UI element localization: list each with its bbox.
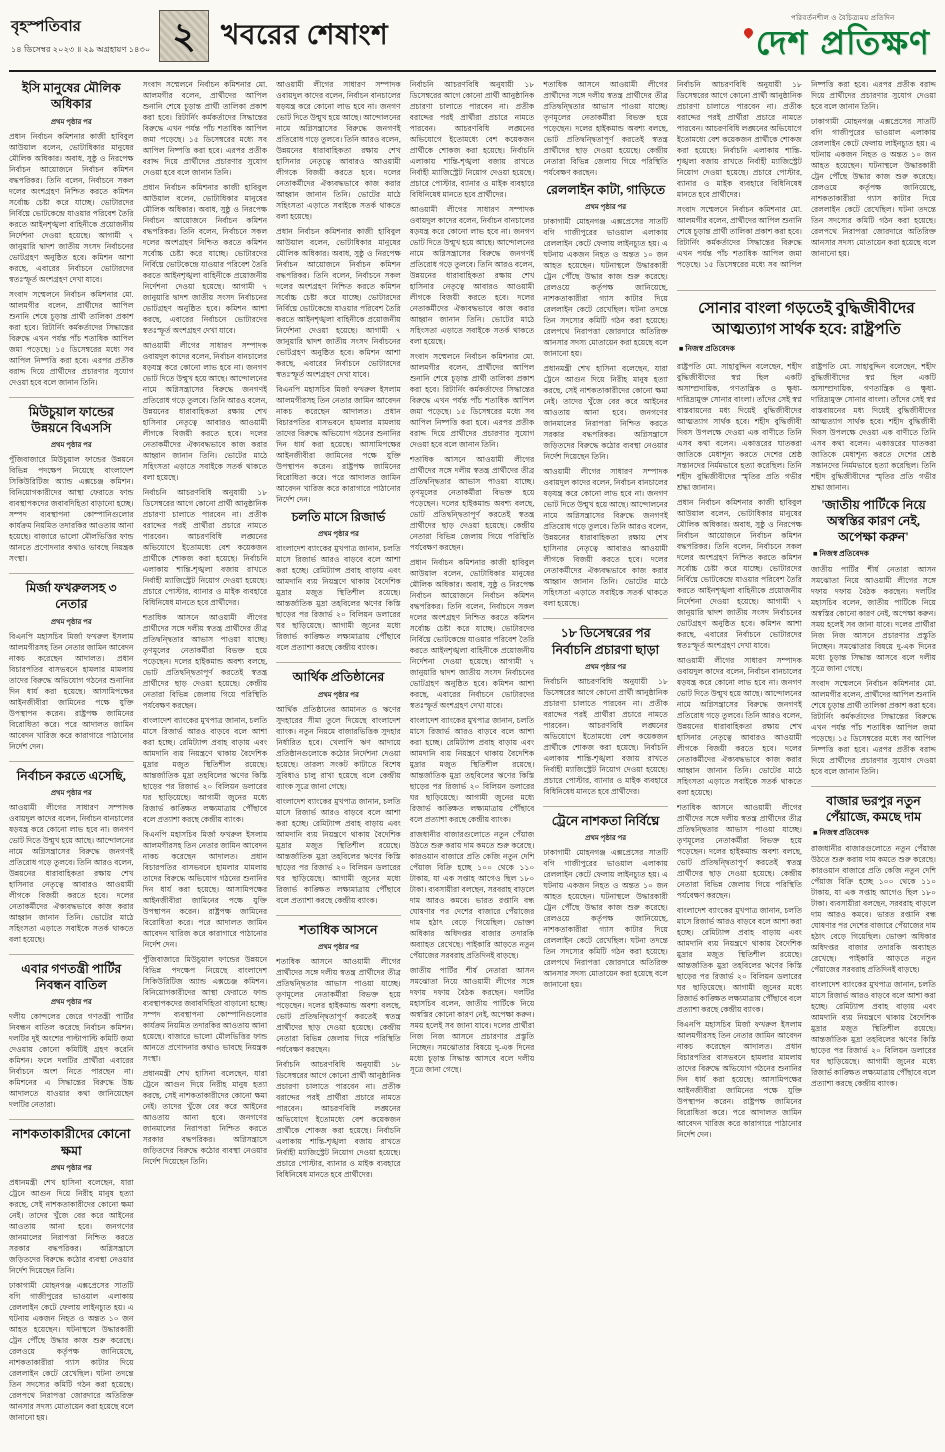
headline: বাজার ভরপুর নতুন পেঁয়াজে, কমছে দাম xyxy=(825,793,922,824)
article-paragraph: শতাধিক আসনে আওয়ামী লীগের প্রার্থীদের সঙ্গে দলীয় স্বতন্ত্র প্রার্থীদের তীব্র প্রতিদ্বন্দ্বিতার আভাস পাওয়া যাচ্ছে। তৃণমূলের নেতাকর্মীরা বিভক্ত হয়ে পড়েছেন। দলের হাইকমান্ড অবশ্য বলছে, ভোট প্রতিদ্বন্দ্বিতাপূর্ণ করতেই স্বতন্ত্র প্রার্থীদের ছাড় দেওয়া হয়েছে। কেন্দ্রীয় নেতারা বিভিন্ন জেলায় গিয়ে পরিস্থিতি পর্যবেক্ষণ করছেন। xyxy=(676,802,802,900)
article-paragraph: প্রধান নির্বাচন কমিশনার কাজী হাবিবুল আউয়াল বলেন, ভোটাধিকার মানুষের মৌলিক অধিকার। অবাধ, সুষ্ঠু ও নিরপেক্ষ নির্বাচন আয়োজনে নির্বাচন কমিশন বদ্ধপরিকর। তিনি বলেন, নির্বাচনে সকল দলের অংশগ্রহণ নিশ্চিত করতে কমিশন সর্বোচ্চ চেষ্টা করে যাচ্ছে। ভোটারদের নির্বিঘ্নে ভোটকেন্দ্রে যাওয়ার পরিবেশ তৈরি করতে আইনশৃঙ্খলা বাহিনীকে প্রয়োজনীয় নির্দেশনা দেওয়া হয়েছে। আগামী ৭ জানুয়ারি দ্বাদশ জাতীয় সংসদ নির্বাচনের ভোটগ্রহণ অনুষ্ঠিত হবে। কমিশন আশা করছে, এবারের নির্বাচনে ভোটারদের স্বতঃস্ফূর্ত অংশগ্রহণ দেখা যাবে। xyxy=(142,183,268,335)
continued-from-label: প্রথম পৃষ্ঠার পর xyxy=(50,788,92,797)
article-paragraph: আওয়ামী লীগের সাধারণ সম্পাদক ওবায়দুল কাদের বলেন, নির্বাচন বানচালের ষড়যন্ত্র করে কোনো লাভ হবে না। জনগণ ভোট দিতে উন্মুখ হয়ে আছে। আন্দোলনের নামে অগ্নিসন্ত্রাসের বিরুদ্ধে জনগণই প্রতিরোধ গড়ে তুলবে। তিনি আরও বলেন, উন্নয়নের ধারাবাহিকতা রক্ষায় শেখ হাসিনার নেতৃত্বে আবারও আওয়ামী লীগকে বিজয়ী করতে হবে। দলের নেতাকর্মীদের ঐক্যবদ্ধভাবে কাজ করার আহ্বান জানান তিনি। ভোটের মাঠে সহিংসতা এড়াতে সবাইকে সতর্ক থাকতে বলা হয়েছে। xyxy=(9,802,134,944)
article-paragraph: নির্বাচনি আচরণবিধি অনুযায়ী ১৮ ডিসেম্বরের আগে কোনো প্রার্থী আনুষ্ঠানিক প্রচারণা চালাতে পারবেন না। প্রতীক বরাদ্দের পরই প্রার্থীরা প্রচারে নামতে পারবেন। আচরণবিধি লঙ্ঘনের অভিযোগে ইতোমধ্যে বেশ কয়েকজন প্রার্থীকে শোকজ করা হয়েছে। নির্বাচনি এলাকায় শান্তি-শৃঙ্খলা বজায় রাখতে নির্বাহী ম্যাজিস্ট্রেট নিয়োগ দেওয়া হয়েছে। প্রচারে পোস্টার, ব্যানার ও মাইক ব্যবহারে বিধিনিষেধ মানতে হবে প্রার্থীদের। xyxy=(142,488,268,607)
article-paragraph: আর্থিক প্রতিষ্ঠানের আমানত ও ঋণের সুদহারের সীমা তুলে দিয়েছে বাংলাদেশ ব্যাংক। নতুন নিয়মে বাজারভিত্তিক সুদহার নির্ধারিত হবে। খেলাপি ঋণ আদায়ে প্রতিষ্ঠানগুলোকে কঠোর নির্দেশনা দেওয়া হয়েছে। তারল্য সংকট কাটাতে বিশেষ সুবিধাও চালু রাখা হয়েছে বলে কেন্দ্রীয় ব্যাংক সূত্রে জানা গেছে। xyxy=(276,704,401,791)
article-paragraph: আওয়ামী লীগের সাধারণ সম্পাদক ওবায়দুল কাদের বলেন, নির্বাচন বানচালের ষড়যন্ত্র করে কোনো লাভ হবে না। জনগণ ভোট দিতে উন্মুখ হয়ে আছে। আন্দোলনের নামে অগ্নিসন্ত্রাসের বিরুদ্ধে জনগণই প্রতিরোধ গড়ে তুলবে। তিনি আরও বলেন, উন্নয়নের ধারাবাহিকতা রক্ষায় শেখ হাসিনার নেতৃত্বে আবারও আওয়ামী লীগকে বিজয়ী করতে হবে। দলের নেতাকর্মীদের ঐক্যবদ্ধভাবে কাজ করার আহ্বান জানান তিনি। ভোটের মাঠে সহিংসতা এড়াতে সবাইকে সতর্ক থাকতে বলা হয়েছে। xyxy=(543,467,668,609)
page-content xyxy=(9,72,936,1445)
column-1 xyxy=(9,79,134,1445)
section-title: খবরের শেষাংশ xyxy=(221,19,389,51)
article-paragraph: বাংলাদেশ ব্যাংকের মুখপাত্র জানান, চলতি মাসে রিজার্ভ আরও বাড়বে বলে আশা করা হচ্ছে। রেমিট্যান্স প্রবাহ বাড়ায় এবং আমদানি ব্যয় নিয়ন্ত্রণে থাকায় বৈদেশিক মুদ্রার মজুত স্থিতিশীল রয়েছে। আন্তর্জাতিক মুদ্রা তহবিলের ঋণের কিস্তি ছাড়ের পর রিজার্ভ ২০ বিলিয়ন ডলারের ঘর ছাড়িয়েছে। আগামী জুনের মধ্যে রিজার্ভ কাঙ্ক্ষিত লক্ষ্যমাত্রায় পৌঁছাবে বলে প্রত্যাশা করছে কেন্দ্রীয় ব্যাংক। xyxy=(276,796,401,905)
article-campaign-after-18 xyxy=(543,618,668,804)
headline: সোনার বাংলা গড়তেই বুদ্ধিজীবীদের আত্মত্যাগ সার্থক হবে: রাষ্ট্রপতি xyxy=(698,300,915,338)
headline: শতাধিক আসনে xyxy=(299,922,378,937)
headline: মির্জা ফখরুলসহ ৩ নেতার xyxy=(25,581,117,612)
article-paragraph: সংবাদ সম্মেলনে নির্বাচন কমিশনার মো. আলমগীর বলেন, প্রার্থীদের আপিল শুনানি শেষে চূড়ান্ত প্রার্থী তালিকা প্রকাশ করা হবে। রিটার্নিং কর্মকর্তাদের সিদ্ধান্তের বিরুদ্ধে এখন পর্যন্ত পাঁচ শতাধিক আপিল জমা পড়েছে। ১৫ ডিসেম্বরের মধ্যে সব আপিল নিষ্পত্তি করা হবে। এরপর প্রতীক বরাদ্দ দিয়ে প্রার্থীদের প্রচারণার সুযোগ দেওয়া হবে বলে জানান তিনি। xyxy=(9,289,134,387)
article-came-to-elect xyxy=(9,761,134,952)
article-paragraph: আওয়ামী লীগের সাধারণ সম্পাদক ওবায়দুল কাদের বলেন, নির্বাচন বানচালের ষড়যন্ত্র করে কোনো লাভ হবে না। জনগণ ভোট দিতে উন্মুখ হয়ে আছে। আন্দোলনের নামে অগ্নিসন্ত্রাসের বিরুদ্ধে জনগণই প্রতিরোধ গড়ে তুলবে। তিনি আরও বলেন, উন্নয়নের ধারাবাহিকতা রক্ষায় শেখ হাসিনার নেতৃত্বে আবারও আওয়ামী লীগকে বিজয়ী করতে হবে। দলের নেতাকর্মীদের ঐক্যবদ্ধভাবে কাজ করার আহ্বান জানান তিনি। ভোটের মাঠে সহিংসতা এড়াতে সবাইকে সতর্ক থাকতে বলা হয়েছে। xyxy=(142,341,268,482)
paper-name: দেশ প্রতিক্ষণ xyxy=(755,22,930,62)
page-number-box xyxy=(159,10,209,62)
column-3 xyxy=(276,79,401,1445)
article-paragraph: বাংলাদেশ ব্যাংকের মুখপাত্র জানান, চলতি মাসে রিজার্ভ আরও বাড়বে বলে আশা করা হচ্ছে। রেমিট্যান্স প্রবাহ বাড়ায় এবং আমদানি ব্যয় নিয়ন্ত্রণে থাকায় বৈদেশিক মুদ্রার মজুত স্থিতিশীল রয়েছে। আন্তর্জাতিক মুদ্রা তহবিলের ঋণের কিস্তি ছাড়ের পর রিজার্ভ ২০ বিলিয়ন ডলারের ঘর ছাড়িয়েছে। আগামী জুনের মধ্যে রিজার্ভ কাঙ্ক্ষিত লক্ষ্যমাত্রায় পৌঁছাবে বলে প্রত্যাশা করছে কেন্দ্রীয় ব্যাংক। xyxy=(409,716,535,824)
article-sonar-bangla xyxy=(677,296,936,359)
article-paragraph: রাষ্ট্রপতি মো. সাহাবুদ্দিন বলেছেন, শহীদ বুদ্ধিজীবীদের স্বপ্ন ছিল একটি অসাম্প্রদায়িক, গণতান্ত্রিক ও ক্ষুধা-দারিদ্র্যমুক্ত সোনার বাংলা। তাঁদের সেই স্বপ্ন বাস্তবায়নের মধ্য দিয়েই বুদ্ধিজীবীদের আত্মত্যাগ সার্থক হবে। শহীদ বুদ্ধিজীবী দিবস উপলক্ষে দেওয়া এক বাণীতে তিনি এসব কথা বলেন। একাত্তরের ঘাতকরা জাতিকে মেধাশূন্য করতে দেশের শ্রেষ্ঠ সন্তানদের নির্মমভাবে হত্যা করেছিল। তিনি শহীদ বুদ্ধিজীবীদের স্মৃতির প্রতি গভীর শ্রদ্ধা জানান। xyxy=(676,361,802,492)
article-paragraph: পুঁজিবাজারে মিউচুয়াল ফান্ডের উন্নয়নে বিভিন্ন পদক্ষেপ নিয়েছে বাংলাদেশ সিকিউরিটিজ অ্যান্ড এক্সচেঞ্জ কমিশন। বিনিয়োগকারীদের আস্থা ফেরাতে ফান্ড ব্যবস্থাপকদের জবাবদিহিতা বাড়ানো হচ্ছে। সম্পদ ব্যবস্থাপনা কোম্পানিগুলোর কার্যক্রম নিয়মিত তদারকির আওতায় আনা হয়েছে। বাজারে ভালো মৌলভিত্তির ফান্ড আনতে প্রণোদনার কথাও ভাবছে নিয়ন্ত্রক সংস্থা। xyxy=(142,955,268,1063)
continued-from-label: প্রথম পৃষ্ঠার পর xyxy=(317,690,359,699)
article-paragraph: প্রধানমন্ত্রী শেখ হাসিনা বলেছেন, যারা ট্রেনে আগুন দিয়ে নিরীহ মানুষ হত্যা করছে, সেই নাশকতাকারীদের কোনো ক্ষমা নেই। তাদের খুঁজে বের করে আইনের আওতায় আনা হবে। জনগণের জানমালের নিরাপত্তা নিশ্চিত করতে সরকার বদ্ধপরিকর। অগ্নিসন্ত্রাসে জড়িতদের বিরুদ্ধে কঠোর ব্যবস্থা নেওয়ার নির্দেশ দিয়েছেন তিনি। xyxy=(543,364,668,462)
weekday-label: বৃহস্পতিবার xyxy=(11,19,81,35)
column-7 xyxy=(811,361,936,1445)
page-number: ২ xyxy=(172,16,196,56)
headline: 'জাতীয় পার্টিকে নিয়ে অস্বস্তির কারণ নেই, অপেক্ষা করুন' xyxy=(821,497,926,545)
article-paragraph: প্রধান নির্বাচন কমিশনার কাজী হাবিবুল আউয়াল বলেন, ভোটাধিকার মানুষের মৌলিক অধিকার। অবাধ, সুষ্ঠু ও নিরপেক্ষ নির্বাচন আয়োজনে নির্বাচন কমিশন বদ্ধপরিকর। তিনি বলেন, নির্বাচনে সকল দলের অংশগ্রহণ নিশ্চিত করতে কমিশন সর্বোচ্চ চেষ্টা করে যাচ্ছে। ভোটারদের নির্বিঘ্নে ভোটকেন্দ্রে যাওয়ার পরিবেশ তৈরি করতে আইনশৃঙ্খলা বাহিনীকে প্রয়োজনীয় নির্দেশনা দেওয়া হয়েছে। আগামী ৭ জানুয়ারি দ্বাদশ জাতীয় সংসদ নির্বাচনের ভোটগ্রহণ অনুষ্ঠিত হবে। কমিশন আশা করছে, এবারের নির্বাচনে ভোটারদের স্বতঃস্ফূর্ত অংশগ্রহণ দেখা যাবে। xyxy=(676,497,802,650)
article-paragraph: প্রধান নির্বাচন কমিশনার কাজী হাবিবুল আউয়াল বলেন, ভোটাধিকার মানুষের মৌলিক অধিকার। অবাধ, সুষ্ঠু ও নিরপেক্ষ নির্বাচন আয়োজনে নির্বাচন কমিশন বদ্ধপরিকর। তিনি বলেন, নির্বাচনে সকল দলের অংশগ্রহণ নিশ্চিত করতে কমিশন সর্বোচ্চ চেষ্টা করে যাচ্ছে। ভোটারদের নির্বিঘ্নে ভোটকেন্দ্রে যাওয়ার পরিবেশ তৈরি করতে আইনশৃঙ্খলা বাহিনীকে প্রয়োজনীয় নির্দেশনা দেওয়া হয়েছে। আগামী ৭ জানুয়ারি দ্বাদশ জাতীয় সংসদ নির্বাচনের ভোটগ্রহণ অনুষ্ঠিত হবে। কমিশন আশা করছে, এবারের নির্বাচনে ভোটারদের স্বতঃস্ফূর্ত অংশগ্রহণ দেখা যাবে। xyxy=(409,558,535,710)
article-paragraph: ঢাকাগামী মোহনগঞ্জ এক্সপ্রেসের সাতটি বগি গাজীপুরের ভাওয়াল এলাকায় রেললাইন কেটে ফেলায় লাইনচ্যুত হয়। এ ঘটনায় একজন নিহত ও অন্তত ১০ জন আহত হয়েছেন। ঘটনাস্থলে উদ্ধারকারী ট্রেন পৌঁছে উদ্ধার কাজ শুরু করেছে। রেলওয়ে কর্তৃপক্ষ জানিয়েছে, নাশকতাকারীরা গ্যাস কাটার দিয়ে রেললাইন কেটে রেখেছিল। ঘটনা তদন্তে তিন সদস্যের কমিটি গঠন করা হয়েছে। রেলপথে নিরাপত্তা জোরদারে অতিরিক্ত আনসার সদস্য মোতায়েন করা হয়েছে বলে জানানো হয়। xyxy=(543,217,668,359)
byline: ■ নিজস্ব প্রতিবেদক xyxy=(812,828,869,838)
article-paragraph: বিএনপি মহাসচিব মির্জা ফখরুল ইসলাম আলমগীরসহ তিন নেতার জামিন আবেদন নাকচ করেছেন আদালত। প্রধান বিচারপতির বাসভবনে হামলার মামলায় তাদের বিরুদ্ধে অভিযোগ গঠনের শুনানির দিন ধার্য করা হয়েছে। আসামিপক্ষের আইনজীবীরা জামিনের পক্ষে যুক্তি উপস্থাপন করেন। রাষ্ট্রপক্ষ জামিনের বিরোধিতা করে। পরে আদালত জামিন আবেদন খারিজ করে কারাগারে পাঠানোর নির্দেশ দেন। xyxy=(276,385,401,504)
article-reserve xyxy=(276,509,401,660)
date-line: ১৪ ডিসেম্বর ২০২৩ ॥ ২৯ অগ্রহায়ণ ১৪৩০ xyxy=(11,45,151,54)
right-lower-region xyxy=(677,361,936,1445)
article-paragraph: সংবাদ সম্মেলনে নির্বাচন কমিশনার মো. আলমগীর বলেন, প্রার্থীদের আপিল শুনানি শেষে চূড়ান্ত প্রার্থী তালিকা প্রকাশ করা হবে। রিটার্নিং কর্মকর্তাদের সিদ্ধান্তের বিরুদ্ধে এখন পর্যন্ত পাঁচ শতাধিক আপিল জমা পড়েছে। ১৫ ডিসেম্বরের মধ্যে সব আপিল নিষ্পত্তি করা হবে। এরপর প্রতীক বরাদ্দ দিয়ে প্রার্থীদের প্রচারণার সুযোগ দেওয়া হবে বলে জানান তিনি। xyxy=(676,80,936,269)
article-paragraph: বাংলাদেশ ব্যাংকের মুখপাত্র জানান, চলতি মাসে রিজার্ভ আরও বাড়বে বলে আশা করা হচ্ছে। রেমিট্যান্স প্রবাহ বাড়ায় এবং আমদানি ব্যয় নিয়ন্ত্রণে থাকায় বৈদেশিক মুদ্রার মজুত স্থিতিশীল রয়েছে। আন্তর্জাতিক মুদ্রা তহবিলের ঋণের কিস্তি ছাড়ের পর রিজার্ভ ২০ বিলিয়ন ডলারের ঘর ছাড়িয়েছে। আগামী জুনের মধ্যে রিজার্ভ কাঙ্ক্ষিত লক্ষ্যমাত্রায় পৌঁছাবে বলে প্রত্যাশা করছে কেন্দ্রীয় ব্যাংক। xyxy=(276,544,401,653)
article-paragraph: জাতীয় পার্টির শীর্ষ নেতারা আসন সমঝোতা নিয়ে আওয়ামী লীগের সঙ্গে দফায় দফায় বৈঠক করছেন। দলটির মহাসচিব বলেন, জাতীয় পার্টিকে নিয়ে অস্বস্তির কোনো কারণ নেই, অপেক্ষা করুন। সময় হলেই সব জানা যাবে। দলের প্রার্থীরা নিজ নিজ আসনে প্রচারণার প্রস্তুতি নিচ্ছেন। সমঝোতার বিষয়ে দু-এক দিনের মধ্যে চূড়ান্ত সিদ্ধান্ত আসবে বলে দলীয় সূত্রে জানা গেছে। xyxy=(409,966,535,1074)
article-financial-institutions xyxy=(276,662,401,912)
article-paragraph: শতাধিক আসনে আওয়ামী লীগের প্রার্থীদের সঙ্গে দলীয় স্বতন্ত্র প্রার্থীদের তীব্র প্রতিদ্বন্দ্বিতার আভাস পাওয়া যাচ্ছে। তৃণমূলের নেতাকর্মীরা বিভক্ত হয়ে পড়েছেন। দলের হাইকমান্ড অবশ্য বলছে, ভোট প্রতিদ্বন্দ্বিতাপূর্ণ করতেই স্বতন্ত্র প্রার্থীদের ছাড় দেওয়া হয়েছে। কেন্দ্রীয় নেতারা বিভিন্ন জেলায় গিয়ে পরিস্থিতি পর্যবেক্ষণ করছেন। xyxy=(543,80,668,177)
article-jatiya-party xyxy=(811,497,936,784)
headline: ট্রেনে নাশকতা নির্বিঘ্নে xyxy=(551,813,660,828)
article-paragraph: রাষ্ট্রপতি মো. সাহাবুদ্দিন বলেছেন, শহীদ বুদ্ধিজীবীদের স্বপ্ন ছিল একটি অসাম্প্রদায়িক, গণতান্ত্রিক ও ক্ষুধা-দারিদ্র্যমুক্ত সোনার বাংলা। তাঁদের সেই স্বপ্ন বাস্তবায়নের মধ্য দিয়েই বুদ্ধিজীবীদের আত্মত্যাগ সার্থক হবে। শহীদ বুদ্ধিজীবী দিবস উপলক্ষে দেওয়া এক বাণীতে তিনি এসব কথা বলেন। একাত্তরের ঘাতকরা জাতিকে মেধাশূন্য করতে দেশের শ্রেষ্ঠ সন্তানদের নির্মমভাবে হত্যা করেছিল। তিনি শহীদ বুদ্ধিজীবীদের স্মৃতির প্রতি গভীর শ্রদ্ধা জানান। xyxy=(810,361,936,492)
article-paragraph: বিএনপি মহাসচিব মির্জা ফখরুল ইসলাম আলমগীরসহ তিন নেতার জামিন আবেদন নাকচ করেছেন আদালত। প্রধান বিচারপতির বাসভবনে হামলার মামলায় তাদের বিরুদ্ধে অভিযোগ গঠনের শুনানির দিন ধার্য করা হয়েছে। আসামিপক্ষের আইনজীবীরা জামিনের পক্ষে যুক্তি উপস্থাপন করেন। রাষ্ট্রপক্ষ জামিনের বিরোধিতা করে। পরে আদালত জামিন আবেদন খারিজ করে কারাগারে পাঠানোর নির্দেশ দেন। xyxy=(9,631,134,751)
article-paragraph: আওয়ামী লীগের সাধারণ সম্পাদক ওবায়দুল কাদের বলেন, নির্বাচন বানচালের ষড়যন্ত্র করে কোনো লাভ হবে না। জনগণ ভোট দিতে উন্মুখ হয়ে আছে। আন্দোলনের নামে অগ্নিসন্ত্রাসের বিরুদ্ধে জনগণই প্রতিরোধ গড়ে তুলবে। তিনি আরও বলেন, উন্নয়নের ধারাবাহিকতা রক্ষায় শেখ হাসিনার নেতৃত্বে আবারও আওয়ামী লীগকে বিজয়ী করতে হবে। দলের নেতাকর্মীদের ঐক্যবদ্ধভাবে কাজ করার আহ্বান জানান তিনি। ভোটের মাঠে সহিংসতা এড়াতে সবাইকে সতর্ক থাকতে বলা হয়েছে। xyxy=(676,655,802,797)
continued-from-label: প্রথম পৃষ্ঠার পর xyxy=(585,834,627,842)
article-paragraph: বাংলাদেশ ব্যাংকের মুখপাত্র জানান, চলতি মাসে রিজার্ভ আরও বাড়বে বলে আশা করা হচ্ছে। রেমিট্যান্স প্রবাহ বাড়ায় এবং আমদানি ব্যয় নিয়ন্ত্রণে থাকায় বৈদেশিক মুদ্রার মজুত স্থিতিশীল রয়েছে। আন্তর্জাতিক মুদ্রা তহবিলের ঋণের কিস্তি ছাড়ের পর রিজার্ভ ২০ বিলিয়ন ডলারের ঘর ছাড়িয়েছে। আগামী জুনের মধ্যে রিজার্ভ কাঙ্ক্ষিত লক্ষ্যমাত্রায় পৌঁছাবে বলে প্রত্যাশা করছে কেন্দ্রীয় ব্যাংক। xyxy=(142,716,268,824)
headline: ১৮ ডিসেম্বরের পর নির্বাচনি প্রচারণা ছাড়া xyxy=(552,626,660,657)
continued-from-label: প্রথম পৃষ্ঠার পর xyxy=(585,203,627,212)
article-paragraph: প্রধানমন্ত্রী শেখ হাসিনা বলেছেন, যারা ট্রেনে আগুন দিয়ে নিরীহ মানুষ হত্যা করছে, সেই নাশকতাকারীদের কোনো ক্ষমা নেই। তাদের খুঁজে বের করে আইনের আওতায় আনা হবে। জনগণের জানমালের নিরাপত্তা নিশ্চিত করতে সরকার বদ্ধপরিকর। অগ্নিসন্ত্রাসে জড়িতদের বিরুদ্ধে কঠোর ব্যবস্থা নেওয়ার নির্দেশ দিয়েছেন তিনি। xyxy=(142,1069,268,1166)
continued-from-label: প্রথম পৃষ্ঠার পর xyxy=(50,1163,92,1172)
continued-from-label: প্রথম পৃষ্ঠার পর xyxy=(50,117,92,126)
headline: নাশকতাকারীদের কোনো ক্ষমা xyxy=(12,1127,131,1158)
article-paragraph: নির্বাচনি আচরণবিধি অনুযায়ী ১৮ ডিসেম্বরের আগে কোনো প্রার্থী আনুষ্ঠানিক প্রচারণা চালাতে পারবেন না। প্রতীক বরাদ্দের পরই প্রার্থীরা প্রচারে নামতে পারবেন। আচরণবিধি লঙ্ঘনের অভিযোগে ইতোমধ্যে বেশ কয়েকজন প্রার্থীকে শোকজ করা হয়েছে। নির্বাচনি এলাকায় শান্তি-শৃঙ্খলা বজায় রাখতে নির্বাহী ম্যাজিস্ট্রেট নিয়োগ দেওয়া হয়েছে। প্রচারে পোস্টার, ব্যানার ও মাইক ব্যবহারে বিধিনিষেধ মানতে হবে প্রার্থীদের। xyxy=(543,676,668,796)
article-paragraph: শতাধিক আসনে আওয়ামী লীগের প্রার্থীদের সঙ্গে দলীয় স্বতন্ত্র প্রার্থীদের তীব্র প্রতিদ্বন্দ্বিতার আভাস পাওয়া যাচ্ছে। তৃণমূলের নেতাকর্মীরা বিভক্ত হয়ে পড়েছেন। দলের হাইকমান্ড অবশ্য বলছে, ভোট প্রতিদ্বন্দ্বিতাপূর্ণ করতেই স্বতন্ত্র প্রার্থীদের ছাড় দেওয়া হয়েছে। কেন্দ্রীয় নেতারা বিভিন্ন জেলায় গিয়ে পরিস্থিতি পর্যবেক্ষণ করছেন। xyxy=(142,613,268,710)
continued-from-label: প্রথম পৃষ্ঠার পর xyxy=(50,617,92,626)
column-5 xyxy=(543,79,668,1445)
article-paragraph: ঢাকাগামী মোহনগঞ্জ এক্সপ্রেসের সাতটি বগি গাজীপুরের ভাওয়াল এলাকায় রেললাইন কেটে ফেলায় লাইনচ্যুত হয়। এ ঘটনায় একজন নিহত ও অন্তত ১০ জন আহত হয়েছেন। ঘটনাস্থলে উদ্ধারকারী ট্রেন পৌঁছে উদ্ধার কাজ শুরু করেছে। রেলওয়ে কর্তৃপক্ষ জানিয়েছে, নাশকতাকারীরা গ্যাস কাটার দিয়ে রেললাইন কেটে রেখেছিল। ঘটনা তদন্তে তিন সদস্যের কমিটি গঠন করা হয়েছে। রেলপথে নিরাপত্তা জোরদারে অতিরিক্ত আনসার সদস্য মোতায়েন করা হয়েছে বলে জানানো হয়। xyxy=(9,1280,134,1422)
article-paragraph: পুঁজিবাজারে মিউচুয়াল ফান্ডের উন্নয়নে বিভিন্ন পদক্ষেপ নিয়েছে বাংলাদেশ সিকিউরিটিজ অ্যান্ড এক্সচেঞ্জ কমিশন। বিনিয়োগকারীদের আস্থা ফেরাতে ফান্ড ব্যবস্থাপকদের জবাবদিহিতা বাড়ানো হচ্ছে। সম্পদ ব্যবস্থাপনা কোম্পানিগুলোর কার্যক্রম নিয়মিত তদারকির আওতায় আনা হয়েছে। বাজারে ভালো মৌলভিত্তির ফান্ড আনতে প্রণোদনার কথাও ভাবছে নিয়ন্ত্রক সংস্থা। xyxy=(9,455,134,563)
article-no-mercy-saboteurs xyxy=(9,1119,134,1430)
article-paragraph: দলীয় কোন্দলের জেরে গণতন্ত্রী পার্টির নিবন্ধন বাতিল করেছে নির্বাচন কমিশন। দলটির দুই অংশের পাল্টাপাল্টি কমিটি জমা দেওয়ায় কোনো কমিটিই গ্রহণ করেনি কমিশন। ফলে দলটির প্রার্থীরা এবারের নির্বাচনে অংশ নিতে পারছেন না। কমিশনের এ সিদ্ধান্তের বিরুদ্ধে উচ্চ আদালতে যাওয়ার কথা জানিয়েছেন দলটির নেতারা। xyxy=(9,1012,134,1110)
article-paragraph: আওয়ামী লীগের সাধারণ সম্পাদক ওবায়দুল কাদের বলেন, নির্বাচন বানচালের ষড়যন্ত্র করে কোনো লাভ হবে না। জনগণ ভোট দিতে উন্মুখ হয়ে আছে। আন্দোলনের নামে অগ্নিসন্ত্রাসের বিরুদ্ধে জনগণই প্রতিরোধ গড়ে তুলবে। তিনি আরও বলেন, উন্নয়নের ধারাবাহিকতা রক্ষায় শেখ হাসিনার নেতৃত্বে আবারও আওয়ামী লীগকে বিজয়ী করতে হবে। দলের নেতাকর্মীদের ঐক্যবদ্ধভাবে কাজ করার আহ্বান জানান তিনি। ভোটের মাঠে সহিংসতা এড়াতে সবাইকে সতর্ক থাকতে বলা হয়েছে। xyxy=(409,205,535,346)
article-paragraph: রাজধানীর বাজারগুলোতে নতুন পেঁয়াজ উঠতে শুরু করায় দাম কমতে শুরু করেছে। কারওয়ান বাজারে প্রতি কেজি নতুন দেশি পেঁয়াজ বিক্রি হচ্ছে ১০০ থেকে ১১০ টাকায়, যা এক সপ্তাহ আগেও ছিল ১৮০ টাকা। ব্যবসায়ীরা বলছেন, সরবরাহ বাড়লে দাম আরও কমবে। ভারত রপ্তানি বন্ধ ঘোষণার পর দেশের বাজারে পেঁয়াজের দাম হঠাৎ বেড়ে গিয়েছিল। ভোক্তা অধিকার অধিদপ্তর বাজার তদারকি অব্যাহত রেখেছে। পাইকারি আড়তে নতুন পেঁয়াজের সরবরাহ প্রতিদিনই বাড়ছে। xyxy=(810,844,936,975)
article-paragraph: সংবাদ সম্মেলনে নির্বাচন কমিশনার মো. আলমগীর বলেন, প্রার্থীদের আপিল শুনানি শেষে চূড়ান্ত প্রার্থী তালিকা প্রকাশ করা হবে। রিটার্নিং কর্মকর্তাদের সিদ্ধান্তের বিরুদ্ধে এখন পর্যন্ত পাঁচ শতাধিক আপিল জমা পড়েছে। ১৫ ডিসেম্বরের মধ্যে সব আপিল নিষ্পত্তি করা হবে। এরপর প্রতীক বরাদ্দ দিয়ে প্রার্থীদের প্রচারণার সুযোগ দেওয়া হবে বলে জানান তিনি। xyxy=(810,678,936,776)
article-paragraph: জাতীয় পার্টির শীর্ষ নেতারা আসন সমঝোতা নিয়ে আওয়ামী লীগের সঙ্গে দফায় দফায় বৈঠক করছেন। দলটির মহাসচিব বলেন, জাতীয় পার্টিকে নিয়ে অস্বস্তির কোনো কারণ নেই, অপেক্ষা করুন। সময় হলেই সব জানা যাবে। দলের প্রার্থীরা নিজ নিজ আসনে প্রচারণার প্রস্তুতি নিচ্ছেন। সমঝোতার বিষয়ে দু-এক দিনের মধ্যে চূড়ান্ত সিদ্ধান্ত আসবে বলে দলীয় সূত্রে জানা গেছে। xyxy=(810,564,936,673)
column-2 xyxy=(143,79,268,1445)
byline: ■ নিজস্ব প্রতিবেদক xyxy=(812,548,869,558)
article-paragraph: নির্বাচনি আচরণবিধি অনুযায়ী ১৮ ডিসেম্বরের আগে কোনো প্রার্থী আনুষ্ঠানিক প্রচারণা চালাতে পারবেন না। প্রতীক বরাদ্দের পরই প্রার্থীরা প্রচারে নামতে পারবেন। আচরণবিধি লঙ্ঘনের অভিযোগে ইতোমধ্যে বেশ কয়েকজন প্রার্থীকে শোকজ করা হয়েছে। নির্বাচনি এলাকায় শান্তি-শৃঙ্খলা বজায় রাখতে নির্বাহী ম্যাজিস্ট্রেট নিয়োগ দেওয়া হয়েছে। প্রচারে পোস্টার, ব্যানার ও মাইক ব্যবহারে বিধিনিষেধ মানতে হবে প্রার্থীদের। xyxy=(409,80,535,199)
column-4 xyxy=(410,79,535,1445)
article-paragraph: প্রধানমন্ত্রী শেখ হাসিনা বলেছেন, যারা ট্রেনে আগুন দিয়ে নিরীহ মানুষ হত্যা করছে, সেই নাশকতাকারীদের কোনো ক্ষমা নেই। তাদের খুঁজে বের করে আইনের আওতায় আনা হবে। জনগণের জানমালের নিরাপত্তা নিশ্চিত করতে সরকার বদ্ধপরিকর। অগ্নিসন্ত্রাসে জড়িতদের বিরুদ্ধে কঠোর ব্যবস্থা নেওয়ার নির্দেশ দিয়েছেন তিনি। xyxy=(9,1177,134,1275)
headline: চলতি মাসে রিজার্ভ xyxy=(291,510,386,524)
continued-from-label: প্রথম পৃষ্ঠার পর xyxy=(50,998,92,1007)
masthead xyxy=(9,6,936,72)
article-ec-rights xyxy=(9,80,134,395)
article-paragraph: শতাধিক আসনে আওয়ামী লীগের প্রার্থীদের সঙ্গে দলীয় স্বতন্ত্র প্রার্থীদের তীব্র প্রতিদ্বন্দ্বিতার আভাস পাওয়া যাচ্ছে। তৃণমূলের নেতাকর্মীরা বিভক্ত হয়ে পড়েছেন। দলের হাইকমান্ড অবশ্য বলছে, ভোট প্রতিদ্বন্দ্বিতাপূর্ণ করতেই স্বতন্ত্র প্রার্থীদের ছাড় দেওয়া হয়েছে। কেন্দ্রীয় নেতারা বিভিন্ন জেলায় গিয়ে পরিস্থিতি পর্যবেক্ষণ করছেন। xyxy=(276,956,401,1054)
article-hundred-seats xyxy=(276,915,401,1187)
continued-from-label: প্রথম পৃষ্ঠার পর xyxy=(317,530,359,539)
column-6 xyxy=(677,361,802,1445)
article-paragraph: বাংলাদেশ ব্যাংকের মুখপাত্র জানান, চলতি মাসে রিজার্ভ আরও বাড়বে বলে আশা করা হচ্ছে। রেমিট্যান্স প্রবাহ বাড়ায় এবং আমদানি ব্যয় নিয়ন্ত্রণে থাকায় বৈদেশিক মুদ্রার মজুত স্থিতিশীল রয়েছে। আন্তর্জাতিক মুদ্রা তহবিলের ঋণের কিস্তি ছাড়ের পর রিজার্ভ ২০ বিলিয়ন ডলারের ঘর ছাড়িয়েছে। আগামী জুনের মধ্যে রিজার্ভ কাঙ্ক্ষিত লক্ষ্যমাত্রায় পৌঁছাবে বলে প্রত্যাশা করছে কেন্দ্রীয় ব্যাংক। xyxy=(676,905,802,1014)
masthead-logo-block xyxy=(756,12,934,61)
paper-tagline: পরিবর্তনশীল ও বৈচিত্র্যময় প্রতিদিন xyxy=(791,13,895,22)
article-paragraph: সংবাদ সম্মেলনে নির্বাচন কমিশনার মো. আলমগীর বলেন, প্রার্থীদের আপিল শুনানি শেষে চূড়ান্ত প্রার্থী তালিকা প্রকাশ করা হবে। রিটার্নিং কর্মকর্তাদের সিদ্ধান্তের বিরুদ্ধে এখন পর্যন্ত পাঁচ শতাধিক আপিল জমা পড়েছে। ১৫ ডিসেম্বরের মধ্যে সব আপিল নিষ্পত্তি করা হবে। এরপর প্রতীক বরাদ্দ দিয়ে প্রার্থীদের প্রচারণার সুযোগ দেওয়া হবে বলে জানান তিনি। xyxy=(142,80,268,177)
article-paragraph: নির্বাচনি আচরণবিধি অনুযায়ী ১৮ ডিসেম্বরের আগে কোনো প্রার্থী আনুষ্ঠানিক প্রচারণা চালাতে পারবেন না। প্রতীক বরাদ্দের পরই প্রার্থীরা প্রচারে নামতে পারবেন। আচরণবিধি লঙ্ঘনের অভিযোগে ইতোমধ্যে বেশ কয়েকজন প্রার্থীকে শোকজ করা হয়েছে। নির্বাচনি এলাকায় শান্তি-শৃঙ্খলা বজায় রাখতে নির্বাহী ম্যাজিস্ট্রেট নিয়োগ দেওয়া হয়েছে। প্রচারে পোস্টার, ব্যানার ও মাইক ব্যবহারে বিধিনিষেধ মানতে হবে প্রার্থীদের। xyxy=(276,1059,401,1179)
article-onion-price xyxy=(811,786,936,1097)
continued-from-label: প্রথম পৃষ্ঠার পর xyxy=(317,942,359,951)
article-divider xyxy=(677,290,936,291)
article-paragraph: আওয়ামী লীগের সাধারণ সম্পাদক ওবায়দুল কাদের বলেন, নির্বাচন বানচালের ষড়যন্ত্র করে কোনো লাভ হবে না। জনগণ ভোট দিতে উন্মুখ হয়ে আছে। আন্দোলনের নামে অগ্নিসন্ত্রাসের বিরুদ্ধে জনগণই প্রতিরোধ গড়ে তুলবে। তিনি আরও বলেন, উন্নয়নের ধারাবাহিকতা রক্ষায় শেখ হাসিনার নেতৃত্বে আবারও আওয়ামী লীগকে বিজয়ী করতে হবে। দলের নেতাকর্মীদের ঐক্যবদ্ধভাবে কাজ করার আহ্বান জানান তিনি। ভোটের মাঠে সহিংসতা এড়াতে সবাইকে সতর্ক থাকতে বলা হয়েছে। xyxy=(276,80,401,221)
article-mutual-fund xyxy=(9,397,134,572)
headline: আর্থিক প্রতিষ্ঠানের xyxy=(292,670,385,685)
article-paragraph: প্রধান নির্বাচন কমিশনার কাজী হাবিবুল আউয়াল বলেন, ভোটাধিকার মানুষের মৌলিক অধিকার। অবাধ, সুষ্ঠু ও নিরপেক্ষ নির্বাচন আয়োজনে নির্বাচন কমিশন বদ্ধপরিকর। তিনি বলেন, নির্বাচনে সকল দলের অংশগ্রহণ নিশ্চিত করতে কমিশন সর্বোচ্চ চেষ্টা করে যাচ্ছে। ভোটারদের নির্বিঘ্নে ভোটকেন্দ্রে যাওয়ার পরিবেশ তৈরি করতে আইনশৃঙ্খলা বাহিনীকে প্রয়োজনীয় নির্দেশনা দেওয়া হয়েছে। আগামী ৭ জানুয়ারি দ্বাদশ জাতীয় সংসদ নির্বাচনের ভোটগ্রহণ অনুষ্ঠিত হবে। কমিশন আশা করছে, এবারের নির্বাচনে ভোটারদের স্বতঃস্ফূর্ত অংশগ্রহণ দেখা যাবে। xyxy=(276,227,401,379)
column-6-7 xyxy=(677,79,936,1445)
article-paragraph: বিএনপি মহাসচিব মির্জা ফখরুল ইসলাম আলমগীরসহ তিন নেতার জামিন আবেদন নাকচ করেছেন আদালত। প্রধান বিচারপতির বাসভবনে হামলার মামলায় তাদের বিরুদ্ধে অভিযোগ গঠনের শুনানির দিন ধার্য করা হয়েছে। আসামিপক্ষের আইনজীবীরা জামিনের পক্ষে যুক্তি উপস্থাপন করেন। রাষ্ট্রপক্ষ জামিনের বিরোধিতা করে। পরে আদালত জামিন আবেদন খারিজ করে কারাগারে পাঠানোর নির্দেশ দেন। xyxy=(676,1019,802,1139)
headline: এবার গণতন্ত্রী পার্টির নিবন্ধন বাতিল xyxy=(21,961,122,992)
article-paragraph: ঢাকাগামী মোহনগঞ্জ এক্সপ্রেসের সাতটি বগি গাজীপুরের ভাওয়াল এলাকায় রেললাইন কেটে ফেলায় লাইনচ্যুত হয়। এ ঘটনায় একজন নিহত ও অন্তত ১০ জন আহত হয়েছেন। ঘটনাস্থলে উদ্ধারকারী ট্রেন পৌঁছে উদ্ধার কাজ শুরু করেছে। রেলওয়ে কর্তৃপক্ষ জানিয়েছে, নাশকতাকারীরা গ্যাস কাটার দিয়ে রেললাইন কেটে রেখেছিল। ঘটনা তদন্তে তিন সদস্যের কমিটি গঠন করা হয়েছে। রেলপথে নিরাপত্তা জোরদারে অতিরিক্ত আনসার সদস্য মোতায়েন করা হয়েছে বলে জানানো হয়। xyxy=(543,848,668,989)
article-train-sabotage xyxy=(543,806,668,997)
article-mirza-fakhrul xyxy=(9,573,134,759)
headline: ইসি মানুষের মৌলিক অধিকার xyxy=(21,81,121,112)
article-paragraph: প্রধান নির্বাচন কমিশনার কাজী হাবিবুল আউয়াল বলেন, ভোটাধিকার মানুষের মৌলিক অধিকার। অবাধ, সুষ্ঠু ও নিরপেক্ষ নির্বাচন আয়োজনে নির্বাচন কমিশন বদ্ধপরিকর। তিনি বলেন, নির্বাচনে সকল দলের অংশগ্রহণ নিশ্চিত করতে কমিশন সর্বোচ্চ চেষ্টা করে যাচ্ছে। ভোটারদের নির্বিঘ্নে ভোটকেন্দ্রে যাওয়ার পরিবেশ তৈরি করতে আইনশৃঙ্খলা বাহিনীকে প্রয়োজনীয় নির্দেশনা দেওয়া হয়েছে। আগামী ৭ জানুয়ারি দ্বাদশ জাতীয় সংসদ নির্বাচনের ভোটগ্রহণ অনুষ্ঠিত হবে। কমিশন আশা করছে, এবারের নির্বাচনে ভোটারদের স্বতঃস্ফূর্ত অংশগ্রহণ দেখা যাবে। xyxy=(9,131,134,284)
article-paragraph: রাজধানীর বাজারগুলোতে নতুন পেঁয়াজ উঠতে শুরু করায় দাম কমতে শুরু করেছে। কারওয়ান বাজারে প্রতি কেজি নতুন দেশি পেঁয়াজ বিক্রি হচ্ছে ১০০ থেকে ১১০ টাকায়, যা এক সপ্তাহ আগেও ছিল ১৮০ টাকা। ব্যবসায়ীরা বলছেন, সরবরাহ বাড়লে দাম আরও কমবে। ভারত রপ্তানি বন্ধ ঘোষণার পর দেশের বাজারে পেঁয়াজের দাম হঠাৎ বেড়ে গিয়েছিল। ভোক্তা অধিকার অধিদপ্তর বাজার তদারকি অব্যাহত রেখেছে। পাইকারি আড়তে নতুন পেঁয়াজের সরবরাহ প্রতিদিনই বাড়ছে। xyxy=(409,830,535,960)
article-paragraph: নির্বাচনি আচরণবিধি অনুযায়ী ১৮ ডিসেম্বরের আগে কোনো প্রার্থী আনুষ্ঠানিক প্রচারণা চালাতে পারবেন না। প্রতীক বরাদ্দের পরই প্রার্থীরা প্রচারে নামতে পারবেন। আচরণবিধি লঙ্ঘনের অভিযোগে ইতোমধ্যে বেশ কয়েকজন প্রার্থীকে শোকজ করা হয়েছে। নির্বাচনি এলাকায় শান্তি-শৃঙ্খলা বজায় রাখতে নির্বাহী ম্যাজিস্ট্রেট নিয়োগ দেওয়া হয়েছে। প্রচারে পোস্টার, ব্যানার ও মাইক ব্যবহারে বিধিনিষেধ মানতে হবে প্রার্থীদের। xyxy=(676,80,802,199)
article-rail-cut xyxy=(543,182,668,616)
headline: রেললাইন কাটা, গাড়িতে xyxy=(546,183,666,197)
masthead-date-block xyxy=(11,15,159,57)
headline: নির্বাচন করতে এসেছি, xyxy=(16,768,126,783)
article-paragraph: বিএনপি মহাসচিব মির্জা ফখরুল ইসলাম আলমগীরসহ তিন নেতার জামিন আবেদন নাকচ করেছেন আদালত। প্রধান বিচারপতির বাসভবনে হামলার মামলায় তাদের বিরুদ্ধে অভিযোগ গঠনের শুনানির দিন ধার্য করা হয়েছে। আসামিপক্ষের আইনজীবীরা জামিনের পক্ষে যুক্তি উপস্থাপন করেন। রাষ্ট্রপক্ষ জামিনের বিরোধিতা করে। পরে আদালত জামিন আবেদন খারিজ করে কারাগারে পাঠানোর নির্দেশ দেন। xyxy=(142,830,268,949)
continued-from-label: প্রথম পৃষ্ঠার পর xyxy=(50,441,92,449)
headline: মিউচুয়াল ফান্ডের উন্নয়নে বিএসসি xyxy=(28,404,114,435)
article-paragraph: ঢাকাগামী মোহনগঞ্জ এক্সপ্রেসের সাতটি বগি গাজীপুরের ভাওয়াল এলাকায় রেললাইন কেটে ফেলায় লাইনচ্যুত হয়। এ ঘটনায় একজন নিহত ও অন্তত ১০ জন আহত হয়েছেন। ঘটনাস্থলে উদ্ধারকারী ট্রেন পৌঁছে উদ্ধার কাজ শুরু করেছে। রেলওয়ে কর্তৃপক্ষ জানিয়েছে, নাশকতাকারীরা গ্যাস কাটার দিয়ে রেললাইন কেটে রেখেছিল। ঘটনা তদন্তে তিন সদস্যের কমিটি গঠন করা হয়েছে। রেলপথে নিরাপত্তা জোরদারে অতিরিক্ত আনসার সদস্য মোতায়েন করা হয়েছে বলে জানানো হয়। xyxy=(810,117,936,258)
article-ganatantri-party xyxy=(9,954,134,1118)
article-paragraph: বাংলাদেশ ব্যাংকের মুখপাত্র জানান, চলতি মাসে রিজার্ভ আরও বাড়বে বলে আশা করা হচ্ছে। রেমিট্যান্স প্রবাহ বাড়ায় এবং আমদানি ব্যয় নিয়ন্ত্রণে থাকায় বৈদেশিক মুদ্রার মজুত স্থিতিশীল রয়েছে। আন্তর্জাতিক মুদ্রা তহবিলের ঋণের কিস্তি ছাড়ের পর রিজার্ভ ২০ বিলিয়ন ডলারের ঘর ছাড়িয়েছে। আগামী জুনের মধ্যে রিজার্ভ কাঙ্ক্ষিত লক্ষ্যমাত্রায় পৌঁছাবে বলে প্রত্যাশা করছে কেন্দ্রীয় ব্যাংক। xyxy=(810,980,936,1089)
article-paragraph: শতাধিক আসনে আওয়ামী লীগের প্রার্থীদের সঙ্গে দলীয় স্বতন্ত্র প্রার্থীদের তীব্র প্রতিদ্বন্দ্বিতার আভাস পাওয়া যাচ্ছে। তৃণমূলের নেতাকর্মীরা বিভক্ত হয়ে পড়েছেন। দলের হাইকমান্ড অবশ্য বলছে, ভোট প্রতিদ্বন্দ্বিতাপূর্ণ করতেই স্বতন্ত্র প্রার্থীদের ছাড় দেওয়া হয়েছে। কেন্দ্রীয় নেতারা বিভিন্ন জেলায় গিয়ে পরিস্থিতি পর্যবেক্ষণ করছেন। xyxy=(409,455,535,552)
right-top-continuation xyxy=(677,79,936,287)
logo-droplet-icon xyxy=(742,26,755,39)
continued-from-label: প্রথম পৃষ্ঠার পর xyxy=(585,662,627,671)
byline: ■ নিজস্ব প্রতিবেদক xyxy=(678,343,735,353)
paper-logo xyxy=(755,22,930,62)
article-paragraph: সংবাদ সম্মেলনে নির্বাচন কমিশনার মো. আলমগীর বলেন, প্রার্থীদের আপিল শুনানি শেষে চূড়ান্ত প্রার্থী তালিকা প্রকাশ করা হবে। রিটার্নিং কর্মকর্তাদের সিদ্ধান্তের বিরুদ্ধে এখন পর্যন্ত পাঁচ শতাধিক আপিল জমা পড়েছে। ১৫ ডিসেম্বরের মধ্যে সব আপিল নিষ্পত্তি করা হবে। এরপর প্রতীক বরাদ্দ দিয়ে প্রার্থীদের প্রচারণার সুযোগ দেওয়া হবে বলে জানান তিনি। xyxy=(409,352,535,449)
